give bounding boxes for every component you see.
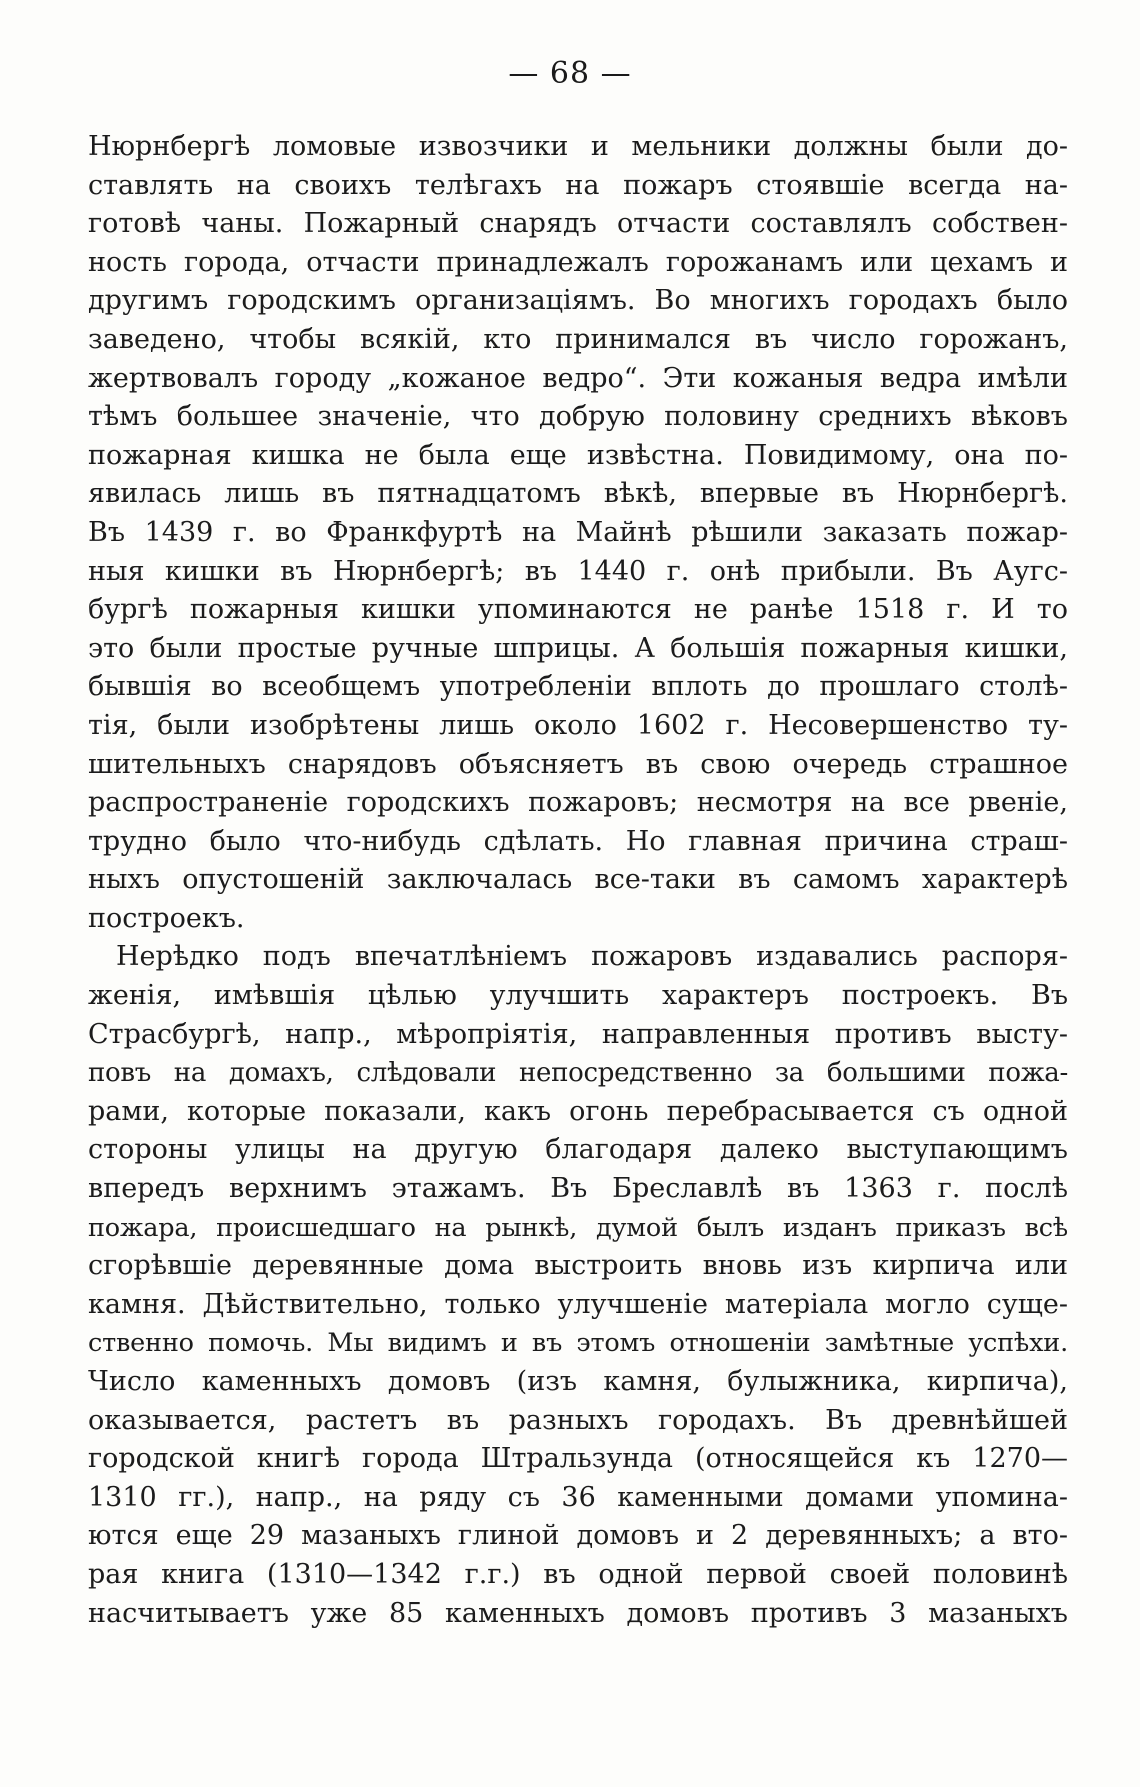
text-line: другимъ городскимъ организаціямъ. Во многихъ городахъ было <box>88 285 1068 317</box>
text-line: женія, имѣвшія цѣлью улучшить характеръ построекъ. Въ <box>88 980 1068 1012</box>
text-line: бургѣ пожарныя кишки упоминаются не ранѣе 1518 г. И то <box>88 594 1068 626</box>
text-line: стороны улицы на другую благодаря далеко выступающимъ <box>88 1134 1068 1166</box>
text-line: Нерѣдко подъ впечатлѣніемъ пожаровъ издавались распоря- <box>116 941 1068 973</box>
text-line: 1310 гг.), напр., на ряду съ 36 каменными домами упомина- <box>88 1481 1068 1513</box>
text-line: тѣмъ большее значеніе, что добрую половину среднихъ вѣковъ <box>88 401 1068 433</box>
text-line: оказывается, растетъ въ разныхъ городахъ. Въ древнѣйшей <box>88 1404 1068 1436</box>
paragraph-1 <box>88 128 1068 938</box>
text-line: шительныхъ снарядовъ объясняетъ въ свою очередь страшное <box>88 748 1068 780</box>
text-line: ставлять на своихъ телѣгахъ на пожаръ стоявшіе всегда на- <box>88 169 1068 201</box>
text-line: бывшія во всеобщемъ употребленіи вплоть до прошлаго столѣ- <box>88 671 1068 703</box>
text-line: Въ 1439 г. во Франкфуртѣ на Майнѣ рѣшили заказать пожар- <box>88 516 1068 548</box>
text-line: распространеніе городскихъ пожаровъ; несмотря на все рвеніе, <box>88 787 1068 819</box>
text-line: насчитываетъ уже 85 каменныхъ домовъ противъ 3 мазаныхъ <box>88 1597 1068 1629</box>
text-line: Нюрнбергѣ ломовые извозчики и мельники должны были до- <box>88 131 1068 162</box>
text-line: пожарная кишка не была еще извѣстна. Повидимому, она по- <box>88 439 1068 471</box>
text-line: ются еще 29 мазаныхъ глиной домовъ и 2 деревянныхъ; а вто- <box>88 1520 1068 1552</box>
text-line: ственно помочь. Мы видимъ и въ этомъ отношеніи замѣтные успѣхи. <box>88 1328 1068 1359</box>
text-line: городской книгѣ города Штральзунда (относящейся къ 1270— <box>88 1443 1068 1475</box>
text-line: ныхъ опустошеній заключалась все-таки въ самомъ характерѣ <box>88 864 1068 896</box>
text-line: ныя кишки въ Нюрнбергѣ; въ 1440 г. онѣ прибыли. Въ Аугс- <box>88 555 1068 587</box>
body-text <box>88 128 1068 1633</box>
text-line: впередъ верхнимъ этажамъ. Въ Бреславлѣ въ 1363 г. послѣ <box>88 1173 1068 1205</box>
text-line: пожара, происшедшаго на рынкѣ, думой былъ изданъ приказъ всѣ <box>88 1212 1068 1243</box>
text-line: ность города, отчасти принадлежалъ горожанамъ или цехамъ и <box>88 246 1068 278</box>
text-line: Страсбургѣ, напр., мѣропріятія, направленныя противъ высту- <box>88 1018 1068 1050</box>
text-line: Число каменныхъ домовъ (изъ камня, булыжника, кирпича), <box>88 1366 1068 1397</box>
text-line: жертвовалъ городу „кожаное ведро“. Эти кожаныя ведра имѣли <box>88 362 1068 394</box>
paragraph-2 <box>88 938 1068 1633</box>
text-line: построекъ. <box>88 902 245 934</box>
text-line: трудно было что-нибудь сдѣлать. Но главная причина страш- <box>88 825 1068 857</box>
text-line: это были простые ручные шприцы. А большія пожарныя кишки, <box>88 632 1068 664</box>
text-line: тія, были изобрѣтены лишь около 1602 г. Несовершенство ту- <box>88 709 1068 741</box>
page-number: — 68 — <box>508 56 632 91</box>
text-line: заведено, чтобы всякій, кто принимался въ число горожанъ, <box>88 323 1068 355</box>
text-line: сгорѣвшіе деревянные дома выстроить вновь изъ кирпича или <box>88 1250 1068 1282</box>
text-line: рая книга (1310—1342 г.г.) въ одной первой своей половинѣ <box>88 1558 1068 1590</box>
text-line: явилась лишь въ пятнадцатомъ вѣкѣ, впервые въ Нюрнбергѣ. <box>88 478 1068 510</box>
text-line: рами, которые показали, какъ огонь перебрасывается съ одной <box>88 1095 1068 1127</box>
text-line: готовѣ чаны. Пожарный снарядъ отчасти составлялъ собствен- <box>88 208 1068 240</box>
text-line: камня. Дѣйствительно, только улучшеніе матеріала могло суще- <box>88 1288 1068 1320</box>
text-line: повъ на домахъ, слѣдовали непосредственно за большими пожа- <box>88 1058 1068 1089</box>
